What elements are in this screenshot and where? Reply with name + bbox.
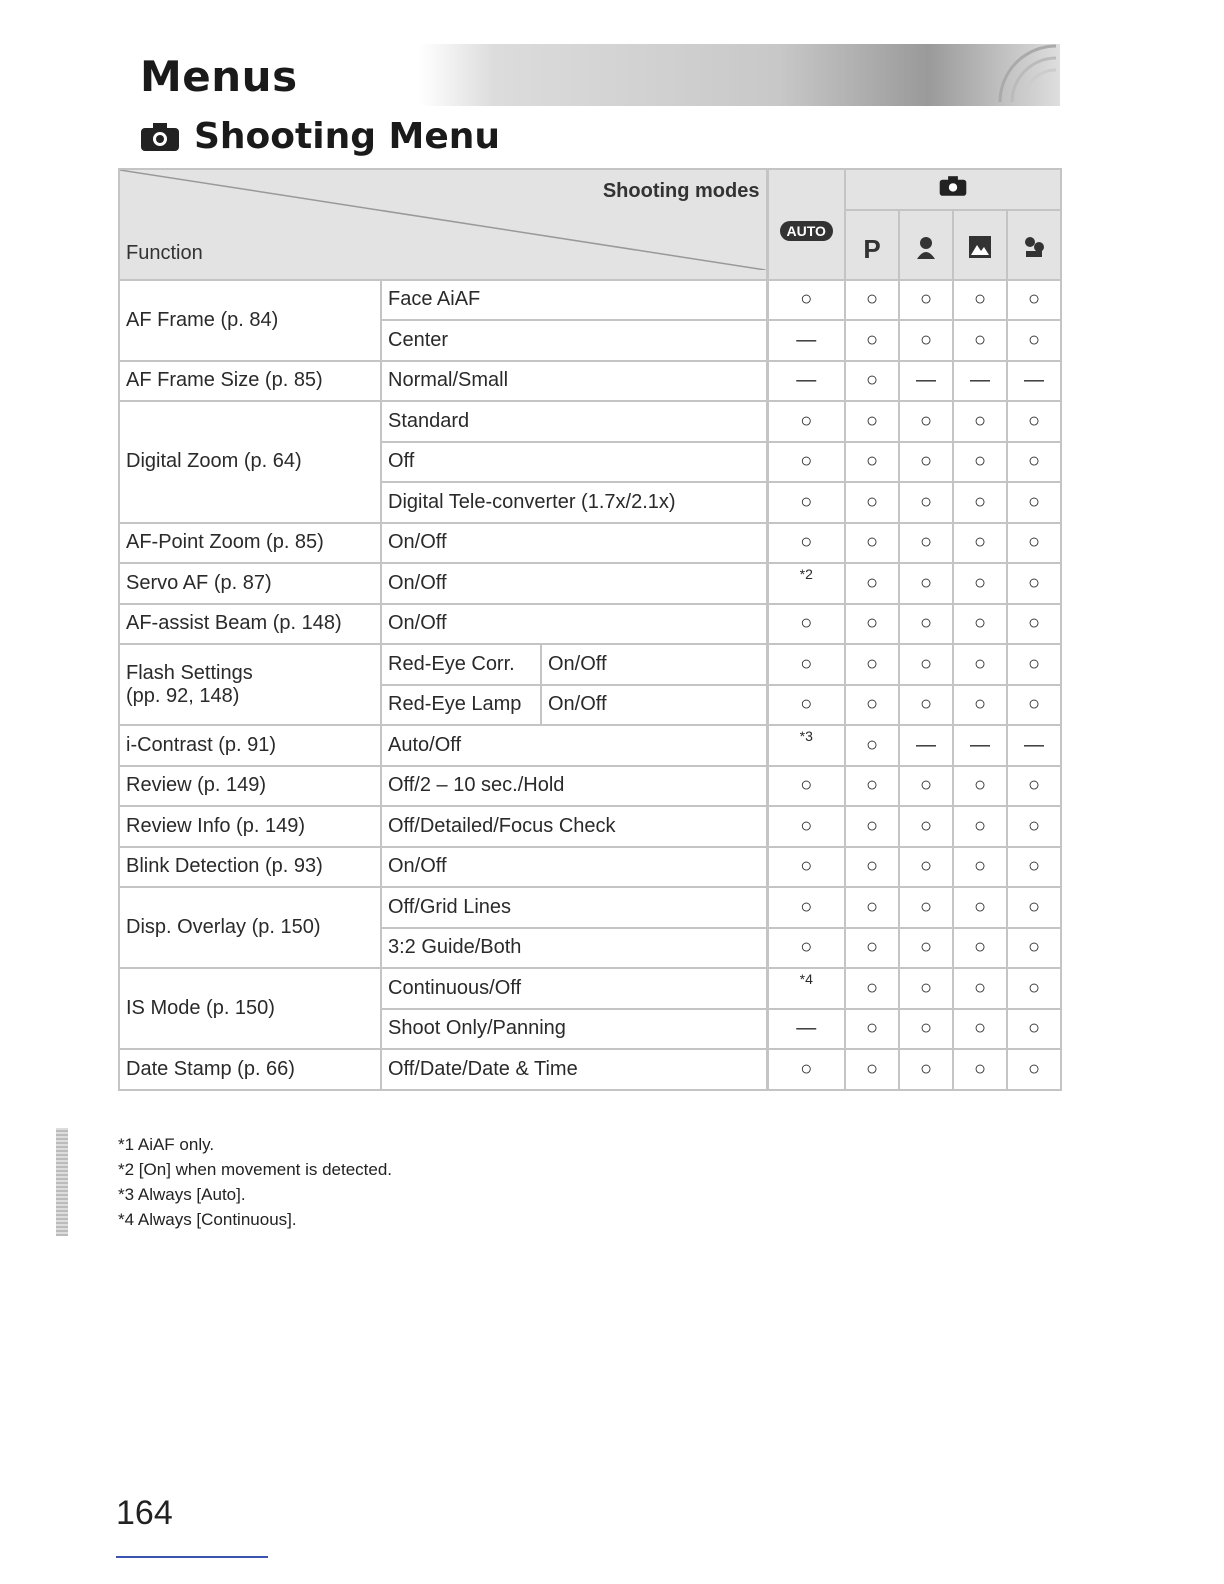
- mark-cell: ○: [767, 280, 845, 321]
- camera-icon: [939, 175, 967, 197]
- mark-cell: —: [1007, 361, 1061, 402]
- mark-cell: ○: [767, 1049, 845, 1090]
- mark-cell: —: [1007, 725, 1061, 766]
- mark-cell: ○: [767, 482, 845, 523]
- mark-cell: ○: [899, 604, 953, 645]
- function-cell: Servo AF (p. 87): [119, 563, 381, 604]
- option-cell: Continuous/Off: [381, 968, 767, 1009]
- function-cell: IS Mode (p. 150): [119, 968, 381, 1049]
- mark-cell: ○: [845, 442, 899, 483]
- function-cell: Review Info (p. 149): [119, 806, 381, 847]
- option-cell: Off: [381, 442, 767, 483]
- mark-cell: —: [953, 725, 1007, 766]
- option-cell: Off/Detailed/Focus Check: [381, 806, 767, 847]
- mark-cell: ○: [899, 1049, 953, 1090]
- table-row: [119, 725, 1061, 766]
- mark-cell: [767, 563, 845, 604]
- mark-cell: [767, 968, 845, 1009]
- mark-cell: ○: [953, 1009, 1007, 1050]
- mark-cell: ○: [899, 685, 953, 726]
- mark-cell: ○: [899, 766, 953, 807]
- kids-pets-mode-icon: [1022, 235, 1046, 259]
- option-cell: Center: [381, 320, 767, 361]
- mark-cell: ○: [767, 604, 845, 645]
- mark-cell: ○: [767, 442, 845, 483]
- function-cell: Blink Detection (p. 93): [119, 847, 381, 888]
- mark-cell: ○: [1007, 766, 1061, 807]
- suboption-cell: On/Off: [541, 685, 767, 726]
- option-cell: On/Off: [381, 847, 767, 888]
- table-row: [119, 401, 1061, 442]
- mark-cell: ○: [1007, 320, 1061, 361]
- option-cell: Off/Date/Date & Time: [381, 1049, 767, 1090]
- table-row: [119, 968, 1061, 1009]
- function-cell: Disp. Overlay (p. 150): [119, 887, 381, 968]
- mark-cell: ○: [1007, 523, 1061, 564]
- function-cell: AF Frame Size (p. 85): [119, 361, 381, 402]
- mark-cell: ○: [899, 320, 953, 361]
- footnote: *1 AiAF only.: [118, 1135, 215, 1154]
- mark-cell: ○: [767, 806, 845, 847]
- mark-cell: ○: [953, 442, 1007, 483]
- option-cell: On/Off: [381, 563, 767, 604]
- option-cell: Normal/Small: [381, 361, 767, 402]
- mark-cell: ○: [953, 644, 1007, 685]
- function-cell: i-Contrast (p. 91): [119, 725, 381, 766]
- mark-cell: ○: [953, 847, 1007, 888]
- function-cell: Digital Zoom (p. 64): [119, 401, 381, 523]
- function-line: (pp. 92, 148): [126, 684, 240, 707]
- mark-cell: ○: [899, 482, 953, 523]
- mark-cell: ○: [1007, 604, 1061, 645]
- option-cell: Face AiAF: [381, 280, 767, 321]
- option-cell: 3:2 Guide/Both: [381, 928, 767, 969]
- portrait-mode-icon: [915, 235, 937, 259]
- table-row: [119, 523, 1061, 564]
- mark-cell: ○: [845, 320, 899, 361]
- mark-cell: ○: [899, 887, 953, 928]
- option-cell: Off/Grid Lines: [381, 887, 767, 928]
- mark-cell: ○: [1007, 482, 1061, 523]
- mark-cell: ○: [845, 685, 899, 726]
- mark-cell: ○: [899, 644, 953, 685]
- table-row: [119, 887, 1061, 928]
- function-line: Flash Settings: [126, 661, 253, 684]
- mark-cell: ○: [845, 644, 899, 685]
- footnote: *2 [On] when movement is detected.: [118, 1160, 393, 1179]
- mark-cell: ○: [845, 847, 899, 888]
- function-cell: Date Stamp (p. 66): [119, 1049, 381, 1090]
- mark-cell: ○: [845, 887, 899, 928]
- mark-cell: ○: [845, 806, 899, 847]
- mark-cell: ○: [767, 401, 845, 442]
- table-row: [119, 644, 1061, 685]
- mark-cell: ○: [1007, 442, 1061, 483]
- mark-cell: ○: [953, 806, 1007, 847]
- mark-cell: —: [767, 320, 845, 361]
- mark-cell: ○: [767, 887, 845, 928]
- section-heading: [140, 116, 500, 157]
- footnote-ref: *3: [799, 727, 813, 744]
- mark-cell: ○: [845, 1049, 899, 1090]
- mark-cell: ○: [1007, 806, 1061, 847]
- mark-cell: ○: [953, 523, 1007, 564]
- mark-cell: ○: [1007, 280, 1061, 321]
- mark-cell: ○: [1007, 644, 1061, 685]
- footnote-ref: *2: [799, 565, 813, 582]
- footnote: *4 Always [Continuous].: [118, 1210, 297, 1229]
- mark-cell: ○: [767, 766, 845, 807]
- mode-auto-header: [767, 169, 845, 280]
- option-cell: Shoot Only/Panning: [381, 1009, 767, 1050]
- mark-cell: ○: [845, 766, 899, 807]
- mark-cell: ○: [899, 928, 953, 969]
- function-cell: Review (p. 149): [119, 766, 381, 807]
- mark-cell: ○: [953, 766, 1007, 807]
- decorative-arcs-icon: [990, 36, 1062, 108]
- mark-cell: ○: [767, 523, 845, 564]
- mark-cell: ○: [953, 320, 1007, 361]
- option-cell: Red-Eye Lamp: [381, 685, 541, 726]
- mark-cell: ○: [767, 928, 845, 969]
- footnotes: [118, 1132, 392, 1232]
- mark-cell: ○: [845, 1009, 899, 1050]
- option-cell: On/Off: [381, 523, 767, 564]
- mark-cell: —: [767, 361, 845, 402]
- mark-cell: ○: [767, 847, 845, 888]
- mark-cell: ○: [845, 725, 899, 766]
- page-number-underline: [116, 1556, 268, 1558]
- mark-cell: ○: [953, 685, 1007, 726]
- camera-icon: [140, 122, 180, 152]
- mark-cell: ○: [953, 280, 1007, 321]
- mark-cell: ○: [899, 401, 953, 442]
- table-row: [119, 1049, 1061, 1090]
- p-mode-label: P: [863, 233, 881, 264]
- chapter-title: Menus: [140, 52, 298, 101]
- option-cell: Digital Tele-converter (1.7x/2.1x): [381, 482, 767, 523]
- footnote: *3 Always [Auto].: [118, 1185, 246, 1204]
- mark-cell: ○: [1007, 968, 1061, 1009]
- mode-portrait-header: [899, 210, 953, 280]
- mark-cell: —: [899, 361, 953, 402]
- auto-mode-icon: AUTO: [780, 221, 833, 241]
- mark-cell: ○: [899, 847, 953, 888]
- suboption-cell: On/Off: [541, 644, 767, 685]
- side-tab-marker: [56, 1128, 68, 1236]
- mark-cell: [767, 725, 845, 766]
- table-row: [119, 766, 1061, 807]
- mark-cell: ○: [1007, 401, 1061, 442]
- shooting-modes-header: Shooting modes: [602, 180, 760, 202]
- mark-cell: ○: [899, 806, 953, 847]
- mark-cell: ○: [767, 644, 845, 685]
- footnote-ref: *4: [799, 970, 813, 987]
- landscape-mode-icon: [968, 235, 992, 259]
- table-header-cell: [119, 169, 767, 280]
- mark-cell: ○: [899, 563, 953, 604]
- function-cell: AF-assist Beam (p. 148): [119, 604, 381, 645]
- mark-cell: ○: [845, 968, 899, 1009]
- section-title: Shooting Menu: [194, 116, 500, 157]
- mark-cell: ○: [899, 280, 953, 321]
- table-row: [119, 847, 1061, 888]
- mark-cell: ○: [845, 401, 899, 442]
- table-row: [119, 563, 1061, 604]
- function-cell: AF Frame (p. 84): [119, 280, 381, 361]
- mark-cell: ○: [845, 604, 899, 645]
- mark-cell: ○: [953, 887, 1007, 928]
- camera-mode-group-header: [845, 169, 1061, 210]
- page-number: 164: [116, 1494, 173, 1532]
- function-cell: [119, 644, 381, 725]
- mark-cell: ○: [1007, 685, 1061, 726]
- mark-cell: ○: [953, 968, 1007, 1009]
- mark-cell: ○: [899, 1009, 953, 1050]
- table-row: [119, 604, 1061, 645]
- shooting-menu-table: [118, 168, 1062, 1091]
- mark-cell: ○: [953, 604, 1007, 645]
- mark-cell: ○: [1007, 1049, 1061, 1090]
- mark-cell: ○: [899, 442, 953, 483]
- option-cell: On/Off: [381, 604, 767, 645]
- mark-cell: ○: [1007, 1009, 1061, 1050]
- mode-kids-header: [1007, 210, 1061, 280]
- mark-cell: ○: [953, 482, 1007, 523]
- option-cell: Auto/Off: [381, 725, 767, 766]
- mark-cell: ○: [953, 563, 1007, 604]
- mark-cell: ○: [899, 968, 953, 1009]
- function-cell: AF-Point Zoom (p. 85): [119, 523, 381, 564]
- mark-cell: ○: [845, 361, 899, 402]
- table-row: [119, 806, 1061, 847]
- mode-landscape-header: [953, 210, 1007, 280]
- function-header: Function: [126, 241, 203, 264]
- option-cell: Red-Eye Corr.: [381, 644, 541, 685]
- mark-cell: ○: [953, 1049, 1007, 1090]
- mark-cell: ○: [845, 482, 899, 523]
- mark-cell: ○: [845, 280, 899, 321]
- mark-cell: ○: [1007, 887, 1061, 928]
- mark-cell: —: [899, 725, 953, 766]
- table-row: [119, 361, 1061, 402]
- mode-p-header: [845, 210, 899, 280]
- mark-cell: ○: [1007, 563, 1061, 604]
- mark-cell: ○: [845, 928, 899, 969]
- mark-cell: ○: [953, 401, 1007, 442]
- mark-cell: —: [953, 361, 1007, 402]
- option-cell: Off/2 – 10 sec./Hold: [381, 766, 767, 807]
- mark-cell: ○: [845, 563, 899, 604]
- mark-cell: ○: [767, 685, 845, 726]
- mark-cell: ○: [845, 523, 899, 564]
- mark-cell: ○: [899, 523, 953, 564]
- mark-cell: ○: [953, 928, 1007, 969]
- mark-cell: ○: [1007, 928, 1061, 969]
- option-cell: Standard: [381, 401, 767, 442]
- table-row: [119, 280, 1061, 321]
- mark-cell: ○: [1007, 847, 1061, 888]
- mark-cell: —: [767, 1009, 845, 1050]
